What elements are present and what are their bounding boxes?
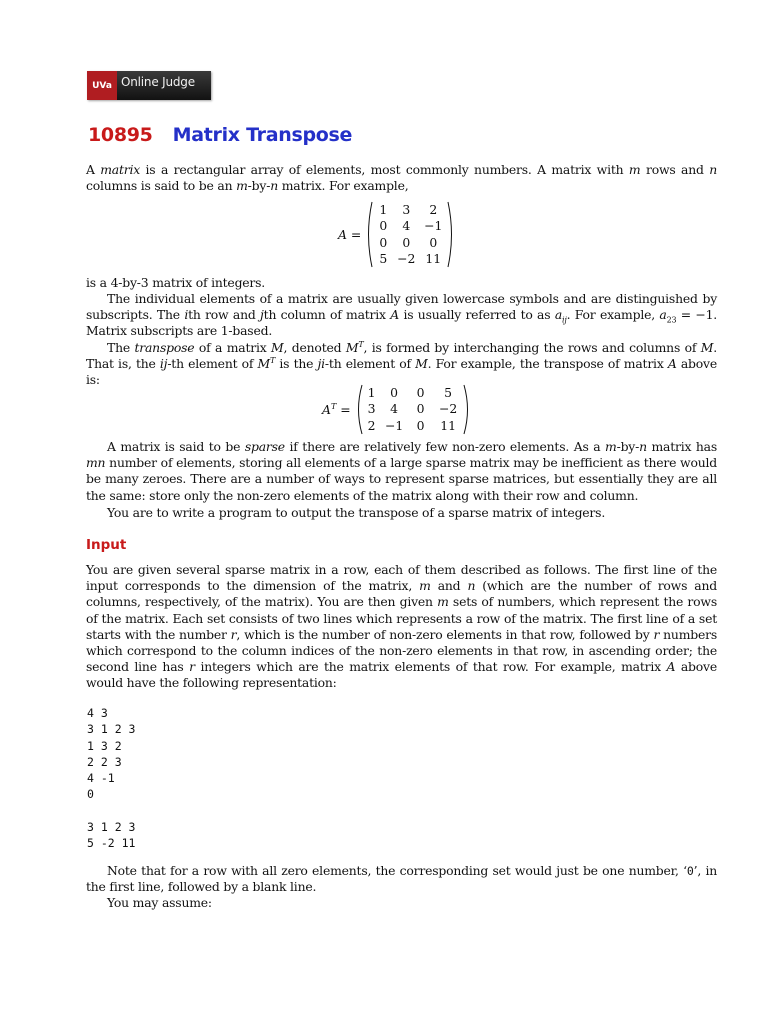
- input-paragraph: You are given several sparse matrix in a row, each of them described as follows. The first line of the input corresponds to the dimension of the matrix, m and n (which are the number of rows and columns, respectively, of the matrix). You are then given m sets of numbers, which represent the rows of the matrix. Each set consists of two lines which represents a row of the matrix. The first line of a set starts with the number r, which is the number of non-zero elements in that row, followed by r numbers which correspond to the column indices of the non-zero elements in that row, in ascending order; the second line has r integers which are the matrix elements of that row. For example, matrix A above would have the following representation:: [86, 562, 717, 691]
- code-line: 4 3: [87, 706, 108, 720]
- matrix-at-display: [322, 384, 471, 435]
- code-line: 0: [87, 787, 94, 802]
- logo-online-judge-text: Online Judge: [117, 71, 211, 100]
- matrix-cell: 0: [429, 234, 438, 250]
- matrix-cell: 0: [379, 218, 388, 234]
- code-line: 5 -2 11: [87, 836, 136, 851]
- assume-paragraph: You may assume:: [107, 895, 212, 910]
- uva-online-judge-logo[interactable]: [87, 71, 211, 100]
- input-heading: Input: [86, 537, 127, 553]
- matrix-a-grid: [373, 202, 447, 267]
- left-paren-icon: [355, 384, 363, 435]
- matrix-cell: 0: [379, 234, 388, 250]
- matrix-cell: 0: [416, 417, 425, 433]
- matrix-cell: 2: [429, 202, 438, 218]
- task-paragraph: You are to write a program to output the transpose of a sparse matrix of integers.: [107, 505, 606, 520]
- matrix-cell: 5: [444, 385, 453, 401]
- matrix-cell: 5: [379, 250, 388, 266]
- matrix-size-paragraph: is a 4-by-3 matrix of integers.: [86, 275, 266, 290]
- matrix-a-label: A =: [338, 227, 362, 242]
- matrix-cell: 4: [390, 401, 399, 417]
- matrix-cell: 3: [402, 202, 411, 218]
- matrix-at-label: $A^T$ =: [322, 401, 351, 417]
- matrix-cell: −2: [438, 401, 458, 417]
- matrix-cell: −1: [384, 417, 404, 433]
- matrix-cell: 1: [367, 385, 376, 401]
- right-paren-icon: [463, 384, 471, 435]
- right-paren-icon: [447, 201, 455, 268]
- matrix-cell: 0: [416, 385, 425, 401]
- matrix-cell: −1: [424, 218, 443, 234]
- elements-paragraph: The individual elements of a matrix are usually given lowercase symbols and are distinguished by subscripts. The ith row and jth column of matrix A is usually referred to as $a_{ij}$. For example, $a_{23} = -1$. Matrix subscripts are 1-based.: [86, 291, 718, 339]
- sample-representation-code: [87, 705, 135, 852]
- problem-title: [88, 124, 352, 146]
- matrix-cell: 11: [425, 250, 442, 266]
- matrix-cell: 4: [402, 218, 411, 234]
- matrix-cell: 2: [367, 417, 376, 433]
- matrix-cell: 1: [379, 202, 388, 218]
- logo-uva-badge: UVa: [87, 71, 117, 100]
- code-line: [87, 803, 135, 819]
- code-line: 4 -1: [87, 771, 115, 786]
- matrix-a-display: [338, 201, 455, 268]
- left-paren-icon: [365, 201, 373, 268]
- matrix-cell: 0: [416, 401, 425, 417]
- code-line: 3 1 2 3: [87, 722, 136, 737]
- code-line: 2 2 3: [87, 754, 122, 769]
- intro-paragraph: A matrix is a rectangular array of elements, most commonly numbers. A matrix with m rows and n columns is said to be an m-by-n matrix. For example,: [86, 162, 717, 194]
- matrix-cell: 11: [440, 417, 457, 433]
- transpose-paragraph: The transpose of a matrix M, denoted $M^T$, is formed by interchanging the rows and columns of M. That is, the ij-th element of $M^T$ is the ji-th element of M. For example, the transpose of matrix A above is:: [86, 339, 718, 388]
- matrix-cell: 0: [402, 234, 411, 250]
- code-line: 1 3 2: [87, 738, 122, 753]
- matrix-at-grid: [363, 385, 463, 434]
- problem-name: Matrix Transpose: [172, 124, 353, 146]
- matrix-cell: 0: [390, 385, 399, 401]
- matrix-cell: −2: [397, 250, 416, 266]
- problem-number: 10895: [88, 124, 153, 146]
- sparse-paragraph: A matrix is said to be sparse if there are relatively few non-zero elements. As a m-by-n matrix has mn number of elements, storing all elements of a large sparse matrix may be inefficient as there would be many zeroes. There are a number of ways to represent sparse matrices, but essentially they are all the same: store only the non-zero elements of the matrix along with their row and column.: [86, 439, 718, 503]
- matrix-cell: 3: [367, 401, 376, 417]
- code-line: 3 1 2 3: [87, 820, 136, 835]
- note-paragraph: Note that for a row with all zero elements, the corresponding set would just be one number, ‘0’, in the first line, followed by a blank line.: [86, 863, 717, 895]
